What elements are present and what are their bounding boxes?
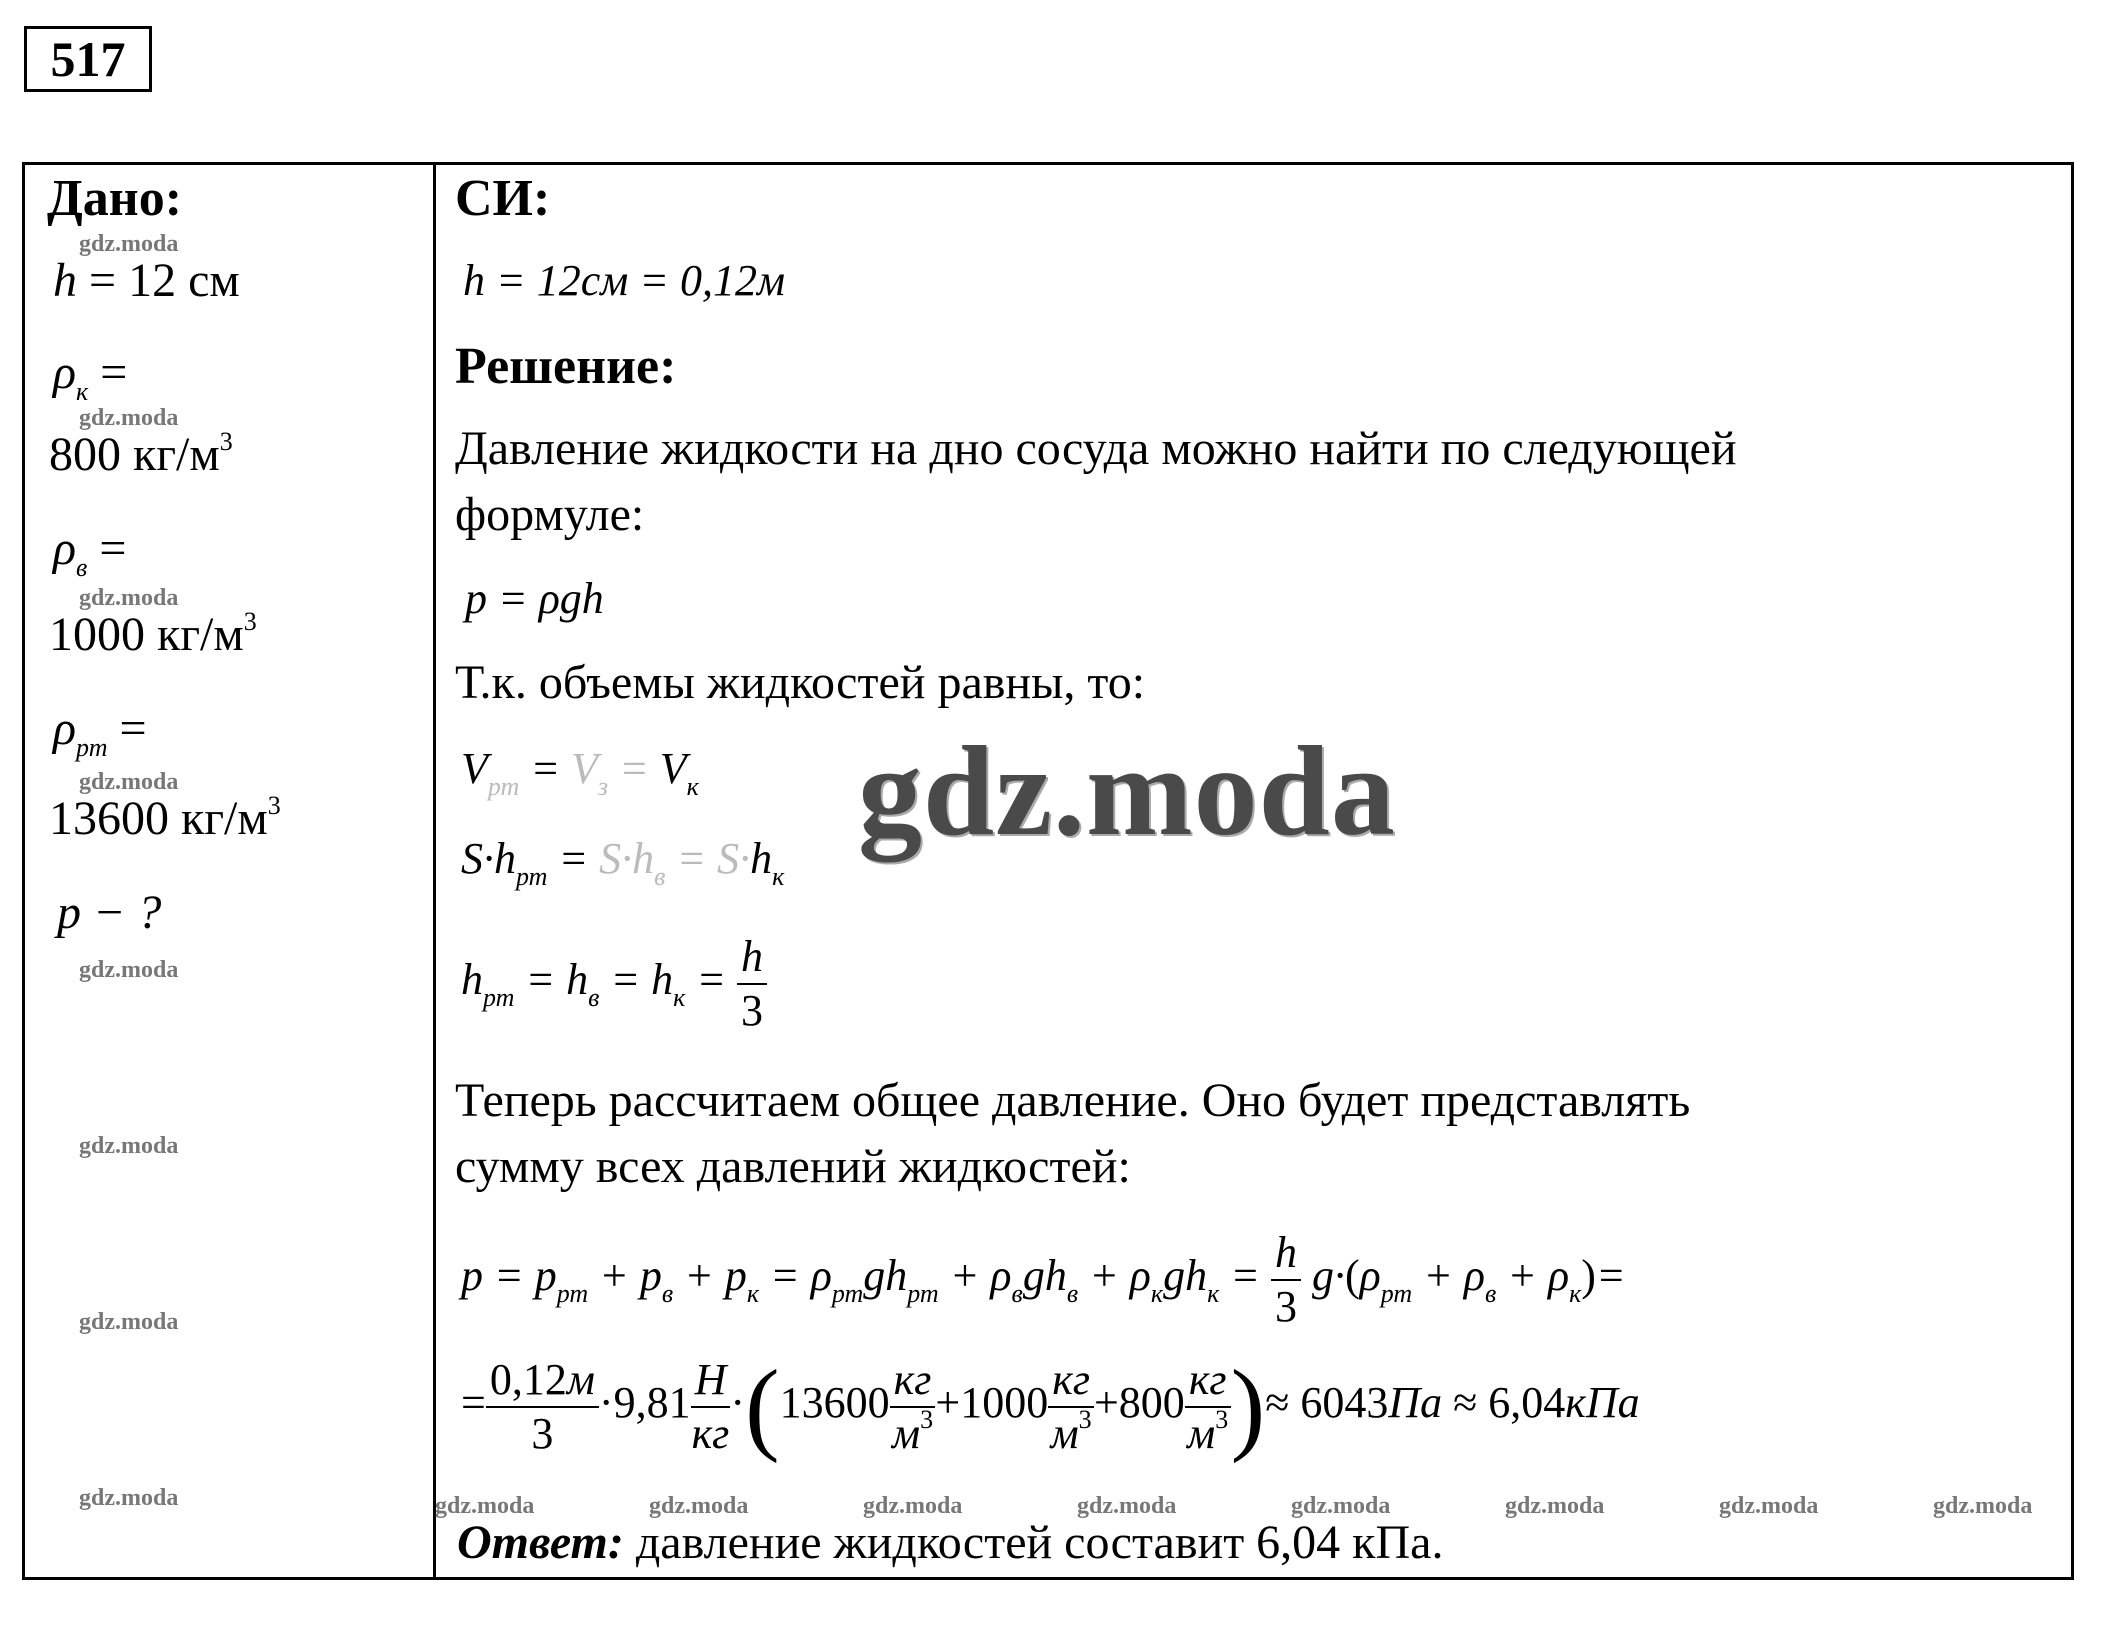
answer-label: Ответ:	[457, 1516, 624, 1569]
solution-para3-line1: Теперь рассчитаем общее давление. Оно будет представлять	[455, 1074, 1691, 1127]
column-divider	[433, 165, 436, 1577]
watermark-small: gdz.moda	[1077, 1493, 1177, 1519]
watermark-small: gdz.moda	[79, 1485, 179, 1511]
formula-total-pressure: $p = p_{рт} + p_в + p_к = \rho_{рт}gh_{рт} + \rho_вgh_в + \rho_кgh_к$ = $\frac{h}{3}$ $g\cdot(\rho_{рт} + \rho_в + \rho_к)=$	[461, 1228, 1626, 1331]
solution-para2: Т.к. объемы жидкостей равны, то:	[455, 656, 1146, 709]
given-heading: Дано:	[47, 170, 183, 227]
watermark-small: gdz.moda	[79, 231, 179, 257]
watermark-small: gdz.moda	[1291, 1493, 1391, 1519]
watermark-small: gdz.moda	[79, 769, 179, 795]
formula-heights-area: $S\cdot h_{рт} = S\cdot h_в = S\cdot h_к$	[461, 834, 785, 891]
given-rho-k-value: 800 $кг/м^3$	[49, 427, 233, 481]
answer	[457, 1515, 1443, 1570]
formula-pressure: p = ρgh	[465, 574, 604, 623]
problem-number: 517	[24, 26, 152, 92]
watermark-small: gdz.moda	[79, 585, 179, 611]
watermark-large: gdz.moda	[858, 720, 1396, 862]
watermark-small: gdz.moda	[649, 1493, 749, 1519]
given-rho-v: $\rho_в$ =	[53, 522, 127, 582]
watermark-small: gdz.moda	[863, 1493, 963, 1519]
given-h: h = 12 см	[53, 254, 240, 307]
watermark-small: gdz.moda	[1933, 1493, 2033, 1519]
watermark-small: gdz.moda	[79, 1309, 179, 1335]
solution-table	[22, 162, 2074, 1580]
si-conversion: h = 12см = 0,12м	[463, 256, 786, 305]
answer-text: давление жидкостей составит 6,04 кПа.	[635, 1516, 1444, 1569]
formula-height-division: $h_{рт} = h_в = h_к$ = $\frac{h}{3}$	[461, 935, 767, 1033]
solution-heading: Решение:	[455, 338, 677, 395]
formula-numeric-calculation: = $\frac{0,12м}{3}$ ·9,81 $\frac{Н}{кг}$ ·(13600 $\frac{кг}{м^3}$ +1000 $\frac{кг}{м^3}$ +800 $\frac{кг}{м^3}$ )≈ 6043Па ≈ 6,04кПа	[461, 1349, 1640, 1464]
given-rho-rt: $\rho_{рт}$ =	[53, 702, 147, 762]
given-rho-k: $\rho_к$ =	[53, 346, 128, 406]
given-rho-v-value: 1000 $кг/м^3$	[49, 607, 257, 661]
solution-para3-line2: сумму всех давлений жидкостей:	[455, 1140, 1131, 1193]
watermark-small: gdz.moda	[1719, 1493, 1819, 1519]
watermark-small: gdz.moda	[79, 957, 179, 983]
watermark-small: gdz.moda	[79, 405, 179, 431]
watermark-small: gdz.moda	[435, 1493, 535, 1519]
solution-para1-line1: Давление жидкости на дно сосуда можно найти по следующей	[455, 422, 1737, 475]
formula-volumes: $V_{рт} = V_з = V_к$	[461, 744, 699, 801]
given-rho-rt-value: 13600 $кг/м^3$	[49, 791, 281, 845]
solution-para1-line2: формуле:	[455, 488, 645, 541]
si-heading: СИ:	[455, 170, 551, 227]
watermark-small: gdz.moda	[79, 1133, 179, 1159]
given-find: p − ?	[57, 886, 162, 939]
watermark-small: gdz.moda	[1505, 1493, 1605, 1519]
